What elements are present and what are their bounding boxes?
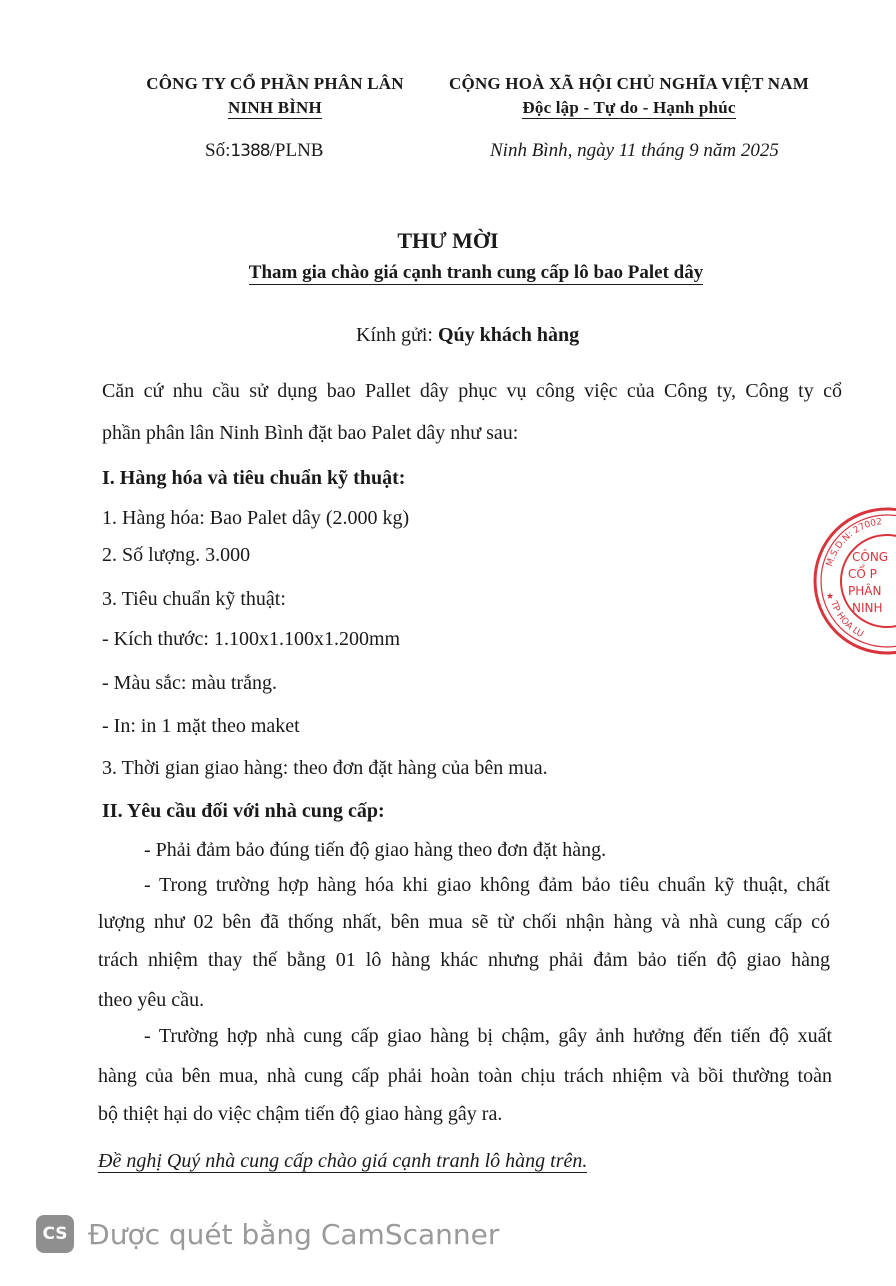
document-number [205, 140, 323, 162]
camscanner-logo-icon: CS [36, 1215, 74, 1253]
national-motto: Độc lập - Tự do - Hạnh phúc [522, 98, 736, 117]
company-name-line2: NINH BÌNH [228, 98, 322, 117]
republic-name: CỘNG HOÀ XÃ HỘI CHỦ NGHĨA VIỆT NAM [449, 74, 809, 93]
doc-no-prefix: Số: [205, 140, 231, 161]
section2-p2-line: trách nhiệm thay thế bằng 01 lô hàng khác nhưng phải đảm bảo tiến độ giao hàng [98, 949, 830, 971]
seal-line: PHÂN [848, 584, 882, 598]
seal-ring-bottom: TP HOA LU [828, 599, 865, 640]
document-subtitle-text: Tham gia chào giá cạnh tranh cung cấp lô bao Palet dây [248, 262, 704, 283]
section2-p2-line: - Trong trường hợp hàng hóa khi giao không đảm bảo tiêu chuẩn kỹ thuật, chất [144, 874, 830, 896]
section1-item: 1. Hàng hóa: Bao Palet dây (2.000 kg) [102, 507, 410, 529]
greeting-recipient: Qúy khách hàng [437, 324, 580, 346]
section2-heading: II. Yêu cầu đối với nhà cung cấp: [102, 800, 385, 822]
republic-header [444, 72, 814, 120]
seal-line: CỔ P [848, 567, 877, 581]
section2-p3-line: hàng của bên mua, nhà cung cấp phải hoàn toàn chịu trách nhiệm và bồi thường toàn [98, 1065, 832, 1087]
closing-request [98, 1150, 587, 1173]
section1-item: - In: in 1 mặt theo maket [102, 715, 300, 737]
document-subtitle [0, 262, 896, 284]
place-date: Ninh Bình, ngày 11 tháng 9 năm 2025 [490, 140, 779, 161]
intro-line-2: phần phân lân Ninh Bình đặt bao Palet dây như sau: [102, 422, 519, 444]
section2-p3-line: bộ thiệt hại do việc chậm tiến độ giao hàng gây ra. [98, 1103, 503, 1125]
seal-ring-top: M.S.D.N: 27002 [825, 517, 883, 568]
section1-item: 2. Số lượng. 3.000 [102, 544, 251, 566]
doc-no-handwritten: 1388 [230, 141, 270, 161]
section2-p2-line: lượng như 02 bên đã thống nhất, bên mua sẽ từ chối nhận hàng và nhà cung cấp có [98, 911, 830, 933]
section2-p3-line: - Trường hợp nhà cung cấp giao hàng bị chậm, gây ảnh hưởng đến tiến độ xuất [144, 1025, 832, 1047]
section2-paragraph-1: - Phải đảm bảo đúng tiến độ giao hàng theo đơn đặt hàng. [144, 839, 607, 861]
star-icon: ★ [826, 592, 835, 602]
greeting [356, 324, 579, 347]
section1-item: 3. Tiêu chuẩn kỹ thuật: [102, 588, 286, 610]
company-seal [812, 506, 896, 656]
greeting-prefix: Kính gửi: [356, 324, 433, 346]
company-name [136, 72, 414, 120]
section1-item: 3. Thời gian giao hàng: theo đơn đặt hàng của bên mua. [102, 757, 548, 779]
section1-item: - Kích thước: 1.100x1.100x1.200mm [102, 628, 401, 650]
closing-request-text: Đề nghị Quý nhà cung cấp chào giá cạnh tranh lô hàng trên. [98, 1150, 588, 1172]
intro-line-1: Căn cứ nhu cầu sử dụng bao Pallet dây phục vụ công việc của Công ty, Công ty cổ [102, 380, 842, 402]
section2-p2-line: theo yêu cầu. [98, 989, 205, 1011]
company-name-line1: CÔNG TY CỔ PHẦN PHÂN LÂN [146, 74, 404, 93]
section1-heading: I. Hàng hóa và tiêu chuẩn kỹ thuật: [102, 467, 406, 489]
section1-item: - Màu sắc: màu trắng. [102, 672, 277, 694]
doc-no-suffix: /PLNB [269, 140, 324, 161]
seal-line: NINH [852, 601, 883, 615]
scanner-watermark-text: Được quét bằng CamScanner [88, 1217, 500, 1251]
document-title: THƯ MỜI [397, 228, 499, 253]
seal-line: CÔNG [852, 550, 889, 564]
scanner-watermark [36, 1214, 499, 1254]
